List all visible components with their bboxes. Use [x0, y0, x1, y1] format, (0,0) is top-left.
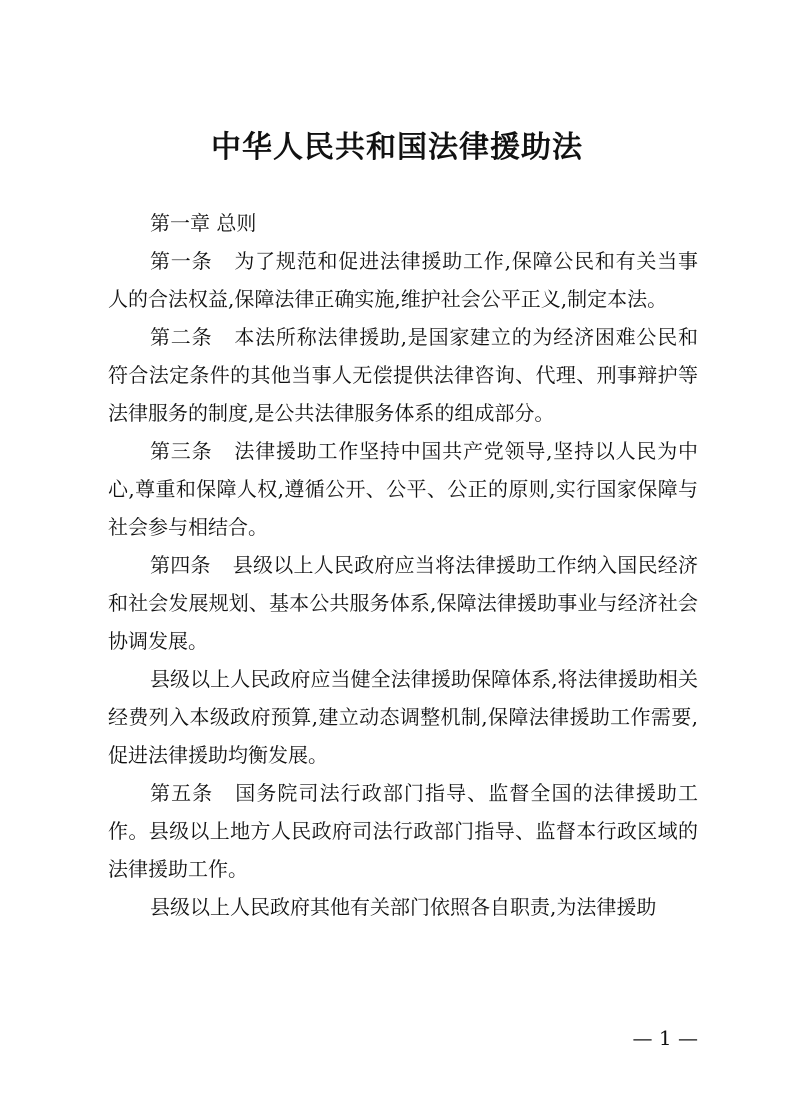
paragraph-text: 本法所称法律援助,是国家建立的为经济困难公民和符合法定条件的其他当事人无偿提供法律咨询、代理、刑事辩护等法律服务的制度,是公共法律服务体系的组成部分。	[108, 325, 699, 425]
article-number: 第五条	[150, 781, 214, 805]
paragraph-text: 县级以上人民政府其他有关部门依照各自职责,为法律援助	[150, 895, 657, 919]
article-number: 第四条	[150, 553, 211, 577]
paragraph-text: 为了规范和促进法律援助工作,保障公民和有关当事人的合法权益,保障法律正确实施,维护社会公平正义,制定本法。	[108, 249, 699, 311]
paragraph-text: 国务院司法行政部门指导、监督全国的法律援助工作。县级以上地方人民政府司法行政部门指导、监督本行政区域的法律援助工作。	[108, 781, 698, 881]
paragraph	[108, 318, 698, 432]
paragraph-text: 法律援助工作坚持中国共产党领导,坚持以人民为中心,尊重和保障人权,遵循公开、公平、公正的原则,实行国家保障与社会参与相结合。	[108, 439, 699, 539]
article-number: 第三条	[150, 439, 213, 463]
article-number: 第二条	[150, 325, 213, 349]
paragraph	[108, 242, 698, 318]
paragraph-text: 县级以上人民政府应当健全法律援助保障体系,将法律援助相关经费列入本级政府预算,建立动态调整机制,保障法律援助工作需要,促进法律援助均衡发展。	[108, 667, 698, 767]
paragraph	[108, 546, 698, 660]
paragraph	[108, 660, 698, 774]
page-title: 中华人民共和国法律援助法	[211, 130, 583, 165]
article-number: 第一条	[150, 249, 213, 273]
paragraph	[108, 774, 698, 888]
chapter-heading: 第一章 总则	[150, 211, 257, 235]
page-number: — 1 —	[632, 1026, 698, 1050]
paragraph	[108, 432, 698, 546]
paragraph-text: 县级以上人民政府应当将法律援助工作纳入国民经济和社会发展规划、基本公共服务体系,保障法律援助事业与经济社会协调发展。	[108, 553, 699, 653]
document-body	[108, 204, 698, 926]
paragraph	[108, 888, 698, 926]
